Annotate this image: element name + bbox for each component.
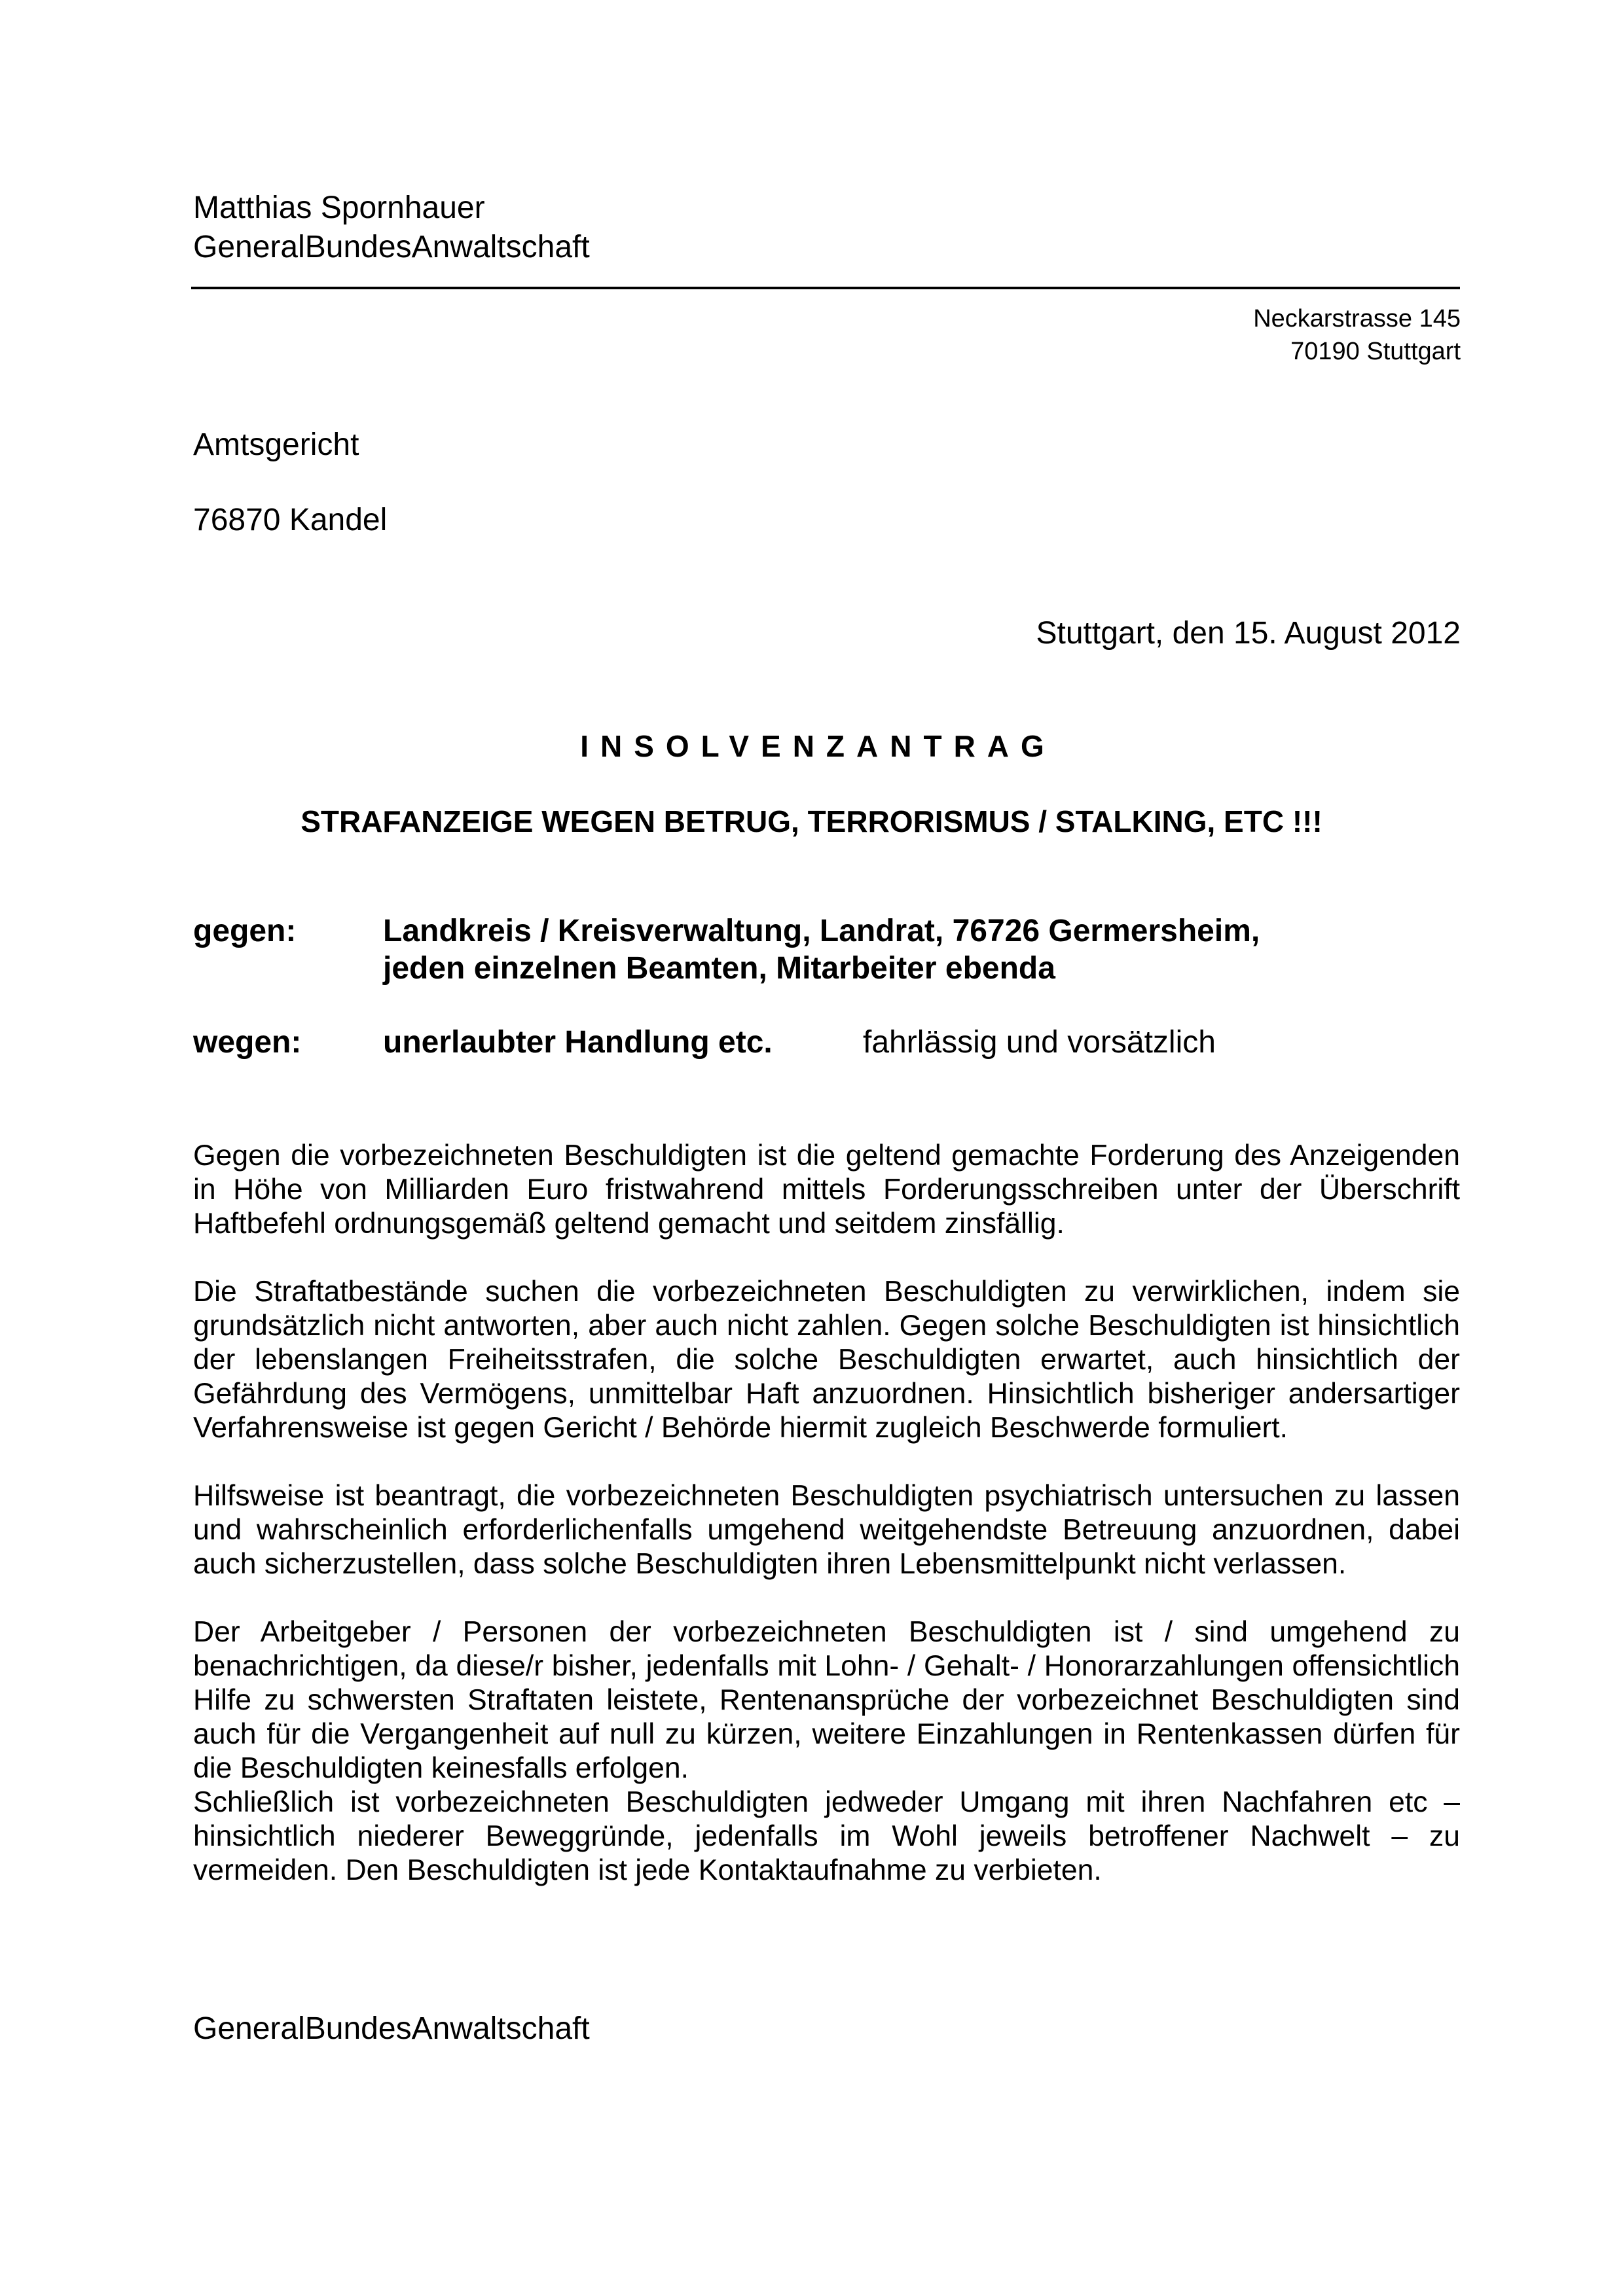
sender-block: [193, 188, 590, 267]
signature: GeneralBundesAnwaltschaft: [193, 2011, 590, 2046]
letter-body: [193, 1139, 1460, 1888]
sender-city: 70190 Stuttgart: [1290, 338, 1461, 365]
against-line-1: Landkreis / Kreisverwaltung, Landrat, 76726 Germersheim,: [383, 914, 1260, 948]
date-line: Stuttgart, den 15. August 2012: [1036, 616, 1461, 651]
because-note: fahrlässig und vorsätzlich: [863, 1025, 1216, 1060]
because-value: unerlaubter Handlung etc.: [383, 1025, 773, 1060]
document-subtitle: STRAFANZEIGE WEGEN BETRUG, TERRORISMUS / STALKING, ETC !!!: [301, 804, 1322, 838]
because-label: wegen:: [193, 1025, 302, 1060]
document-title: INSOLVENZANTRAG: [580, 729, 1056, 763]
recipient-court: Amtsgericht: [193, 427, 359, 462]
sender-name: Matthias Spornhauer: [193, 190, 485, 225]
sender-organization: GeneralBundesAnwaltschaft: [193, 230, 590, 264]
body-paragraph: Der Arbeitgeber / Personen der vorbezeichneten Beschuldigten ist / sind umgehend zu benachrichtigen, da diese/r bisher, jedenfalls mit Lohn- / Gehalt- / Honorarzahlungen offensichtlich Hilfe zu schwersten Straftaten leistete, Rentenansprüche der vorbezeichnet Beschuldigten sind auch für die Vergangenheit auf null zu kürzen, weitere Einzahlungen in Rentenkassen dürfen für die Beschuldigten keinesfalls erfolgen.: [193, 1616, 1460, 1784]
body-paragraph: Die Straftatbestände suchen die vorbezeichneten Beschuldigten zu verwirklichen, indem sie grundsätzlich nicht antworten, aber auch nicht zahlen. Gegen solche Beschuldigten ist hinsichtlich der lebenslangen Freiheitsstrafen, die solche Beschuldigten erwartet, auch hinsichtlich der Gefährdung des Vermögens, unmittelbar Haft anzuordnen. Hinsichtlich bisheriger andersartiger Verfahrensweise ist gegen Gericht / Behörde hiermit zugleich Beschwerde formuliert.: [193, 1276, 1460, 1444]
body-paragraph: Schließlich ist vorbezeichneten Beschuldigten jedweder Umgang mit ihren Nachfahren etc – hinsichtlich niederer Beweggründe, jedenfalls im Wohl jeweils betroffener Nachwelt – zu vermeiden. Den Beschuldigten ist jede Kontaktaufnahme zu verbieten.: [193, 1786, 1460, 1886]
against-line-2: jeden einzelnen Beamten, Mitarbeiter ebenda: [383, 951, 1055, 986]
recipient-city: 76870 Kandel: [193, 503, 388, 537]
header-divider: [191, 287, 1460, 289]
body-paragraph: Hilfsweise ist beantragt, die vorbezeichneten Beschuldigten psychiatrisch untersuchen zu lassen und wahrscheinlich erforderlichenfalls umgehend weitgehendste Betreuung anzuordnen, dabei auch sicherzustellen, dass solche Beschuldigten ihren Lebensmittelpunkt nicht verlassen.: [193, 1480, 1460, 1580]
body-paragraph: Gegen die vorbezeichneten Beschuldigten ist die geltend gemachte Forderung des Anzeigenden in Höhe von Milliarden Euro fristwahrend mittels Forderungsschreiben unter der Überschrift Haftbefehl ordnungsgemäß geltend gemacht und seitdem zinsfällig.: [193, 1139, 1460, 1240]
sender-street: Neckarstrasse 145: [1253, 305, 1461, 332]
against-label: gegen:: [193, 914, 297, 948]
sender-address: [1253, 302, 1461, 368]
